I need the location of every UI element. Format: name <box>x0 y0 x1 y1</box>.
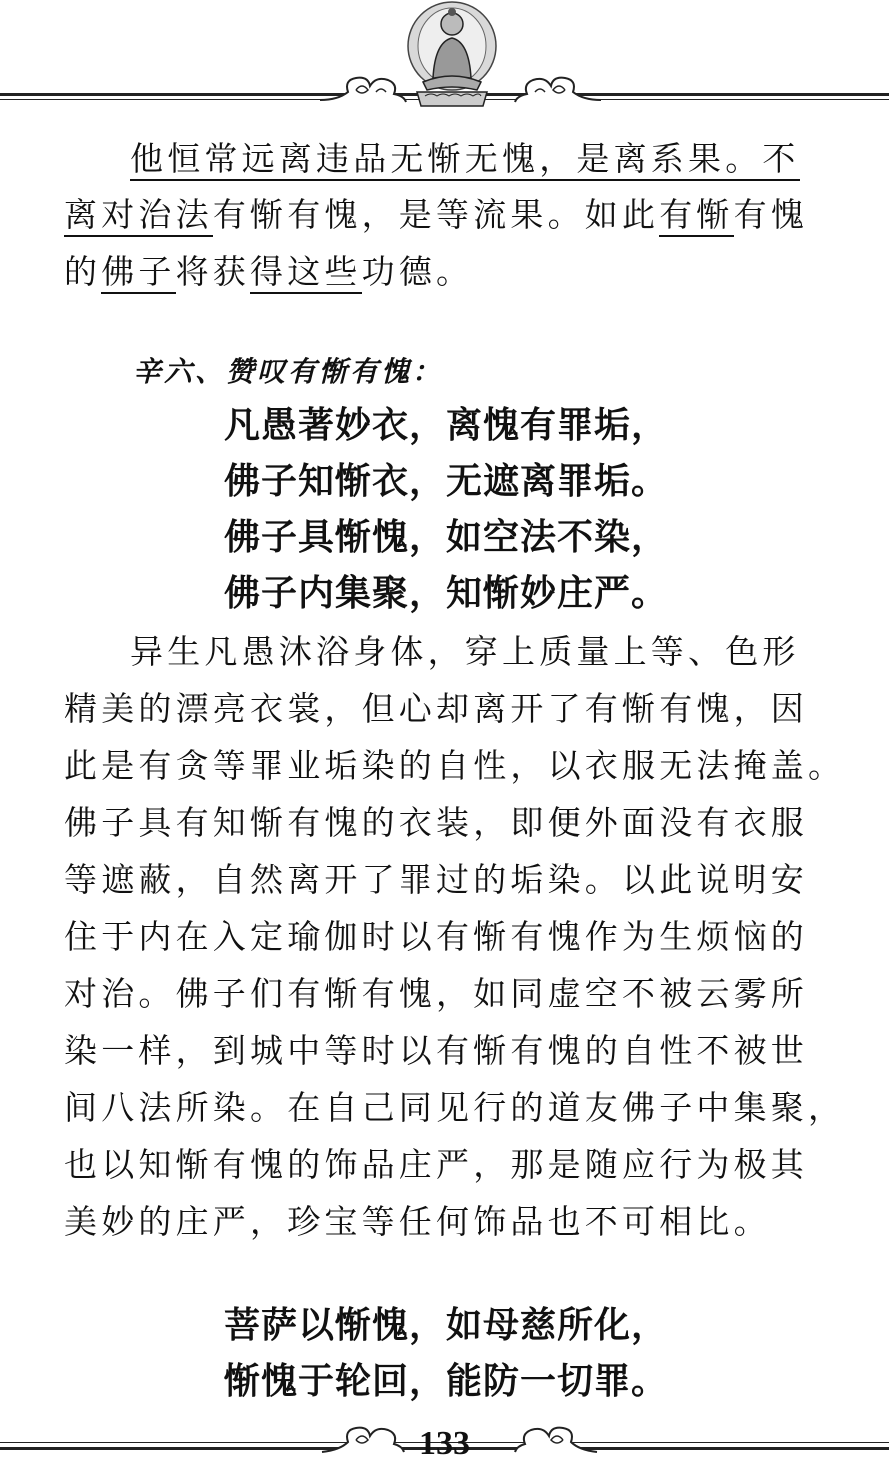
page-header <box>0 0 889 120</box>
verse-line: 凡愚著妙衣，离愧有罪垢， <box>224 405 669 446</box>
verse-line: 佛子知惭衣，无遮离罪垢。 <box>224 461 669 502</box>
p1-seg: 有愧 <box>733 195 809 234</box>
paragraph-2-line-1: 异生凡愚沐浴身体，穿上质量上等、色形 <box>130 632 800 671</box>
paragraph-2-line-6: 住于内在入定瑜伽时以有惭有愧作为生烦恼的 <box>64 917 808 956</box>
verse-line: 佛子具惭愧，如空法不染， <box>224 517 669 558</box>
p1-seg: 佛子 <box>101 252 175 294</box>
p1-seg: 不 <box>762 139 799 181</box>
p1-seg: 功德。 <box>361 252 474 291</box>
p1-seg: 的 <box>64 252 102 291</box>
verse-1 <box>224 398 784 622</box>
section-heading: 辛六、赞叹有惭有愧： <box>133 355 444 388</box>
paragraph-1 <box>64 131 848 188</box>
p1-seg: 他恒常远离违品无惭无愧，是离系果。 <box>130 139 762 181</box>
buddha-image-icon <box>403 0 501 110</box>
p1-seg: 有惭有愧，是等流果。如此 <box>212 195 660 234</box>
paragraph-2-line-8: 染一样，到城中等时以有惭有愧的自性不被世 <box>64 1031 808 1070</box>
verse-line: 菩萨以惭愧，如母慈所化， <box>224 1305 669 1346</box>
paragraph-1-line-3 <box>64 244 848 301</box>
paragraph-2-line-10: 也以知惭有愧的饰品庄严，那是随应行为极其 <box>64 1145 808 1184</box>
page-number: 133 <box>419 1425 470 1462</box>
p1-seg: 将获 <box>175 252 251 291</box>
p1-seg: 离对治法 <box>64 195 213 237</box>
p1-seg: 有惭 <box>659 195 733 237</box>
cloud-ornament-right-icon <box>513 72 603 108</box>
paragraph-2-line-4: 佛子具有知惭有愧的衣装，即便外面没有衣服 <box>64 803 808 842</box>
paragraph-2-line-9: 间八法所染。在自己同见行的道友佛子中集聚， <box>64 1088 846 1127</box>
verse-2 <box>224 1298 784 1410</box>
paragraph-1-line-2 <box>64 187 848 244</box>
paragraph-2-line-3: 此是有贪等罪业垢染的自性，以衣服无法掩盖。 <box>64 746 846 785</box>
paragraph-2-line-5: 等遮蔽，自然离开了罪过的垢染。以此说明安 <box>64 860 808 899</box>
paragraph-2-line-7: 对治。佛子们有惭有愧，如同虚空不被云雾所 <box>64 974 808 1013</box>
verse-line: 惭愧于轮回，能防一切罪。 <box>224 1361 669 1402</box>
paragraph-2-line-2: 精美的漂亮衣裳，但心却离开了有惭有愧，因 <box>64 689 808 728</box>
cloud-ornament-left-icon <box>318 72 408 108</box>
paragraph-2-line-11: 美妙的庄严，珍宝等任何饰品也不可相比。 <box>64 1202 771 1241</box>
p1-seg: 得这些 <box>250 252 362 294</box>
verse-line: 佛子内集聚，知惭妙庄严。 <box>224 573 669 614</box>
